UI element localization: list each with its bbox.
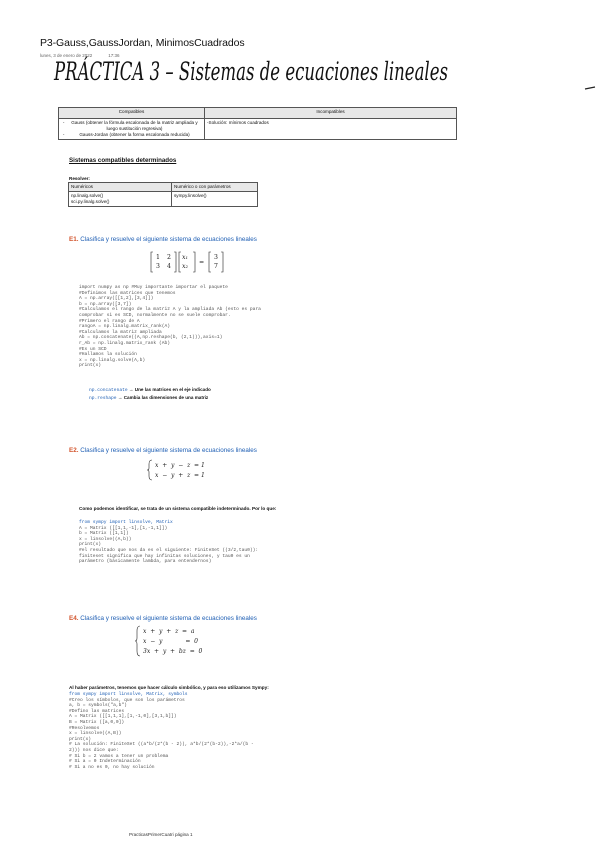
code-line: #Es un SCD [79, 346, 107, 352]
code-line: a, b = symbols("a,b") [69, 703, 127, 709]
code-line: Ab = np.concatenate((A,np.reshape(b, (2,1))),axis=1) [79, 335, 223, 341]
code-line: b = Matrix ([1,1]) [79, 531, 129, 537]
handwritten-title [52, 52, 452, 92]
date-text: lunes, 3 de enero de 2022 [40, 53, 93, 58]
compatibles-item: - Gauss-Jordan (obtener la forma escalonada reducida) [67, 132, 202, 138]
exercise-1-code [79, 285, 261, 369]
code-line: #Definimos las matrices que tenemos [79, 290, 176, 296]
code-line: r_Ab = np.linalg.matrix_rank (Ab) [79, 340, 170, 346]
note-code: np.reshape [89, 396, 117, 401]
exercise-4-heading [69, 615, 257, 622]
time-text: 17:36 [108, 53, 120, 58]
exercise-2-heading [69, 447, 257, 454]
code-line: from sympy import linsolve, Matrix, symbols [69, 692, 188, 697]
exercise-2-code [79, 520, 258, 565]
vector-b-entry: 7 [214, 263, 218, 270]
resolver-table [68, 182, 258, 207]
code-line: #el resultado que nos da es el siguiente: FiniteSet ((3/2,tau0)): [79, 547, 259, 553]
exercise-text: Clasifica y resuelve el siguiente sistema de ecuaciones lineales [80, 447, 257, 454]
code-line: A = Matrix ([[1,1,-1],[1,-1,1]]) [79, 525, 168, 531]
code-line: A = np.array([[1,2],[3,4]]) [79, 296, 154, 302]
code-line: 2))) nos dice que: [69, 747, 119, 753]
header-incompatibles: Incompatibles [205, 108, 457, 119]
incompatibles-cell: -Solución: mínimos cuadrados [205, 119, 457, 140]
note-reshape [89, 395, 208, 401]
summary-table [58, 107, 457, 140]
code-line: x = np.linalg.solve(A,b) [79, 357, 146, 363]
code-line: #Primero el rango de A [79, 318, 140, 324]
exercise-text: Clasifica y resuelve el siguiente sistema de ecuaciones lineales [80, 236, 257, 243]
system-equation: x + y − z = 1 [155, 462, 205, 469]
exercise-2-intro: Como podemos identificar, se trata de un sistema compatible indeterminado. Por lo que: [79, 506, 277, 511]
resolver-col2-value: sympy.linsolve() [172, 192, 258, 207]
resolver-col1-header: Numéricos [69, 183, 172, 192]
code-line: b = np.array([3,7]) [79, 301, 132, 307]
resolver-value: np.linalg.solve() [71, 193, 104, 198]
code-line: # Si b = 2 vamos a tener un problema [69, 753, 169, 759]
code-line: #Calculamos el rango de la matriz A y la ampliada Ab (esto es para [79, 307, 261, 313]
header-compatibles: Compatibles [59, 108, 205, 119]
exercise-4-system [134, 625, 224, 657]
note-concatenate [89, 387, 211, 393]
exercise-1-equation [150, 251, 230, 273]
code-line: #Calculamos la matriz ampliada [79, 329, 162, 335]
code-line: print(x) [69, 736, 92, 742]
code-line: parámetro (básicamente lambda, para entendernos) [79, 559, 212, 565]
code-line: print(x) [79, 363, 102, 369]
code-line: #Defino las matrices [69, 708, 125, 714]
note-code: np.concatenate [89, 388, 128, 393]
exercise-text: Clasifica y resuelve el siguiente sistema de ecuaciones lineales [80, 615, 257, 622]
matrix-a-entry: 3 [156, 263, 160, 270]
compatibles-item: - Gauss (obtener la fórmula escalonada de la matriz ampliada y luego sustitución regresiva) [67, 120, 202, 132]
code-line: #Hallamos la solución [79, 352, 137, 358]
code-line: # Si a no es 0, no hay solución [69, 764, 155, 770]
code-line: finiteset significa que hay infinitas soluciones, y tau0 es un [79, 553, 250, 559]
exercise-number: E4. [69, 615, 79, 622]
code-line: #Creo los símbolos, que son los parámetros [69, 697, 185, 703]
exercise-number: E1. [69, 236, 79, 243]
exercise-4-intro: Al haber parámetros, tenemos que hacer cálculo simbólico, y para eso utilizamos Sympy: [69, 685, 269, 690]
code-line: from sympy import linsolve, Matrix [79, 520, 173, 525]
page-title: P3-Gauss,GaussJordan, MinimosCuadrados [40, 37, 245, 49]
code-line: # La solución: FiniteSet ((a*b/(2*(b - 2)), a*b/(2*(b-2)),-2*a/(b - [69, 742, 254, 748]
handwritten-title-text: PRÁCTICA 3 – Sistemas de ecuaciones lineales [53, 57, 448, 86]
code-line: x = linsolve((A,B)) [69, 731, 122, 737]
vector-b-entry: 3 [214, 254, 218, 261]
exercise-1-heading [69, 236, 257, 243]
resolver-col2-header: Numérico o con parámetros [172, 183, 258, 192]
system-equation: x − y = 0 [143, 638, 198, 645]
vector-x-entry: x₁ [182, 254, 188, 261]
resolver-col1-values [69, 192, 172, 207]
code-line: A = Matrix ([[1,1,1],[1,-1,0],[3,1,b]]) [69, 714, 177, 720]
exercise-number: E2. [69, 447, 79, 454]
page-footer: PracticasPrimerCuatri página 1 [129, 832, 193, 837]
code-line: B = Matrix ([a,0,0]) [69, 719, 125, 725]
code-line: print(x) [79, 542, 102, 548]
code-line: import numpy as np #Muy importante importar el paquete [79, 285, 228, 290]
resolver-value: sci.py.linalg.solve() [71, 199, 110, 204]
code-line: x = linsolve((A,b)) [79, 536, 132, 542]
exercise-4-code [69, 692, 254, 770]
section-title: Sistemas compatibles determinados [69, 157, 177, 164]
code-line: # Si a = 0 Indeterminación [69, 759, 141, 765]
code-line: comprobar si es SCD, normalmente no se suele comprobar. [79, 312, 231, 318]
note-text: → Une las matrices en el eje indicado [128, 387, 211, 392]
system-equation: 3x + y + bz = 0 [143, 648, 203, 655]
exercise-2-system [146, 459, 226, 481]
vector-x-entry: x₂ [182, 263, 188, 270]
equals-sign: = [199, 259, 205, 266]
code-line: #Resolvemos [69, 725, 100, 731]
note-text: → Cambia las dimensiones de una matriz [117, 395, 209, 400]
resolver-label: Resolver: [69, 176, 90, 181]
matrix-a-entry: 2 [167, 254, 171, 261]
pen-mark [584, 86, 596, 90]
compatibles-cell [59, 119, 205, 140]
matrix-a-entry: 1 [156, 254, 160, 261]
system-equation: x + y + z = a [143, 628, 195, 635]
code-line: rangoA = np.linalg.matrix_rank(A) [79, 324, 170, 330]
system-equation: x − y + z = 1 [155, 472, 205, 479]
matrix-a-entry: 4 [167, 263, 171, 270]
